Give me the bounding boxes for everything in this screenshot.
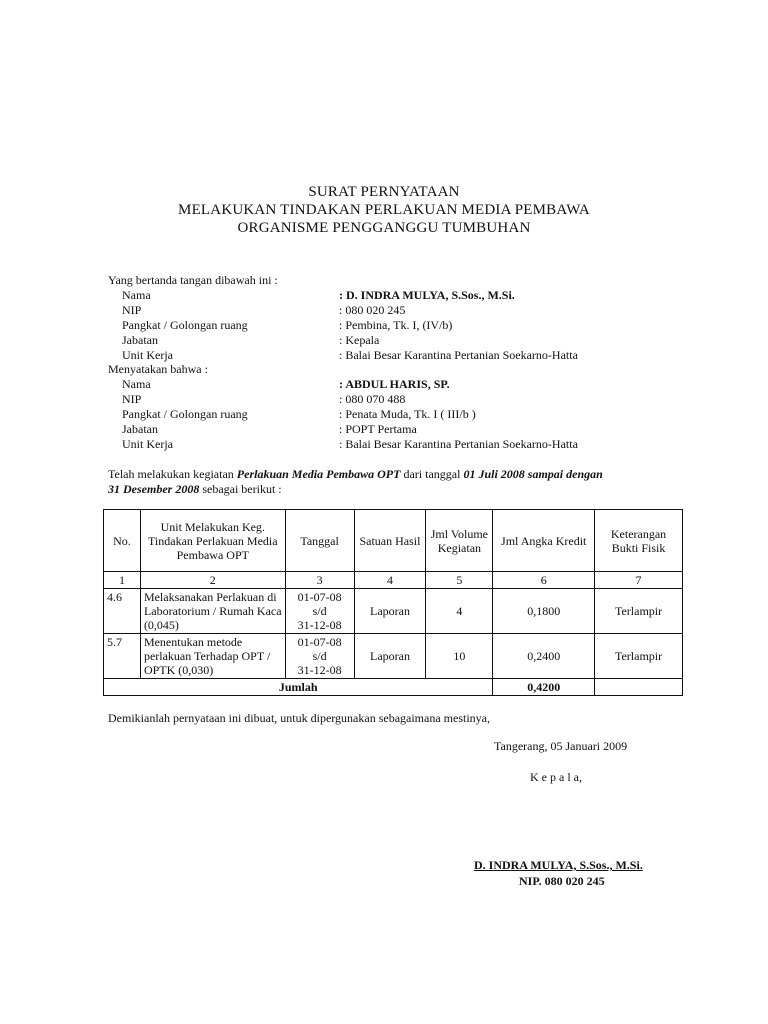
col-number: 4 bbox=[354, 572, 426, 589]
statement-line-2 bbox=[108, 482, 282, 497]
header-tanggal: Tanggal bbox=[285, 510, 354, 572]
total-empty-cell bbox=[595, 679, 683, 696]
row-kredit: 0,1800 bbox=[493, 589, 595, 634]
table-row bbox=[104, 634, 683, 679]
signer-label-jabatan: Jabatan bbox=[122, 333, 158, 347]
subject-value-nip: : 080 070 488 bbox=[339, 392, 406, 406]
row-tanggal bbox=[285, 589, 354, 634]
statement-part-3: sebagai berikut : bbox=[199, 482, 282, 496]
row-keterangan: Terlampir bbox=[595, 589, 683, 634]
signature-nip: NIP. 080 020 245 bbox=[519, 874, 605, 888]
header-volume: Jml Volume Kegiatan bbox=[426, 510, 493, 572]
header-no: No. bbox=[104, 510, 141, 572]
total-value: 0,4200 bbox=[493, 679, 595, 696]
row-satuan: Laporan bbox=[354, 589, 426, 634]
total-label: Jumlah bbox=[104, 679, 493, 696]
row-tanggal bbox=[285, 634, 354, 679]
title-line-1: SURAT PERNYATAAN bbox=[308, 184, 460, 200]
row-unit: Menentukan metode perlakuan Terhadap OPT / OPTK (0,030) bbox=[140, 634, 285, 679]
row-keterangan: Terlampir bbox=[595, 634, 683, 679]
table-header-row bbox=[104, 510, 683, 572]
row-no: 4.6 bbox=[104, 589, 141, 634]
statement-activity: Perlakuan Media Pembawa OPT bbox=[236, 467, 401, 481]
col-number: 1 bbox=[104, 572, 141, 589]
statement-line-1 bbox=[108, 467, 603, 482]
col-number: 7 bbox=[595, 572, 683, 589]
activity-table bbox=[103, 509, 683, 696]
header-unit: Unit Melakukan Keg. Tindakan Perlakuan Media Pembawa OPT bbox=[140, 510, 285, 572]
row-date-from: 01-07-08 bbox=[297, 635, 342, 649]
row-date-sep: s/d bbox=[312, 604, 327, 618]
table-row bbox=[104, 589, 683, 634]
col-number: 6 bbox=[493, 572, 595, 589]
signature-name: D. INDRA MULYA, S.Sos., M.Si. bbox=[474, 858, 643, 872]
subject-value-unit: : Balai Besar Karantina Pertanian Soekarno-Hatta bbox=[339, 437, 578, 451]
row-unit: Melaksanakan Perlakuan di Laboratorium / Rumah Kaca (0,045) bbox=[140, 589, 285, 634]
signer-position: K e p a l a, bbox=[530, 770, 582, 784]
declares-text: Menyatakan bahwa : bbox=[108, 362, 208, 376]
subject-label-jabatan: Jabatan bbox=[122, 422, 158, 436]
table-numbering-row bbox=[104, 572, 683, 589]
header-satuan: Satuan Hasil bbox=[354, 510, 426, 572]
row-volume: 10 bbox=[426, 634, 493, 679]
subject-label-nip: NIP bbox=[122, 392, 142, 406]
col-number: 5 bbox=[426, 572, 493, 589]
row-date-to: 31-12-08 bbox=[297, 618, 342, 632]
signer-label-pangkat: Pangkat / Golongan ruang bbox=[122, 318, 248, 332]
statement-period-start: 01 Juli 2008 sampai dengan bbox=[463, 467, 603, 481]
signer-value-pangkat: : Pembina, Tk. I, (IV/b) bbox=[339, 318, 453, 332]
subject-value-pangkat: : Penata Muda, Tk. I ( III/b ) bbox=[339, 407, 476, 421]
statement-part-1: Telah melakukan kegiatan bbox=[108, 467, 237, 481]
title-line-3: ORGANISME PENGGANGGU TUMBUHAN bbox=[237, 220, 531, 236]
title-line-2: MELAKUKAN TINDAKAN PERLAKUAN MEDIA PEMBAWA bbox=[178, 202, 590, 218]
signer-value-unit: : Balai Besar Karantina Pertanian Soekarno-Hatta bbox=[339, 348, 578, 362]
row-no: 5.7 bbox=[104, 634, 141, 679]
place-date: Tangerang, 05 Januari 2009 bbox=[494, 739, 628, 753]
statement-part-2: dari tanggal bbox=[400, 467, 464, 481]
row-date-sep: s/d bbox=[312, 649, 327, 663]
table-total-row bbox=[104, 679, 683, 696]
subject-label-unit: Unit Kerja bbox=[122, 437, 173, 451]
subject-label-pangkat: Pangkat / Golongan ruang bbox=[122, 407, 248, 421]
subject-value-nama: : ABDUL HARIS, SP. bbox=[339, 377, 450, 391]
col-number: 2 bbox=[140, 572, 285, 589]
row-satuan: Laporan bbox=[354, 634, 426, 679]
signer-value-nip: : 080 020 245 bbox=[339, 303, 406, 317]
signer-value-jabatan: : Kepala bbox=[339, 333, 380, 347]
row-volume: 4 bbox=[426, 589, 493, 634]
intro-text: Yang bertanda tangan dibawah ini : bbox=[108, 273, 278, 287]
row-date-to: 31-12-08 bbox=[297, 663, 342, 677]
closing-text: Demikianlah pernyataan ini dibuat, untuk dipergunakan sebagaimana mestinya, bbox=[108, 711, 490, 725]
header-kredit: Jml Angka Kredit bbox=[493, 510, 595, 572]
row-kredit: 0,2400 bbox=[493, 634, 595, 679]
statement-period-end: 31 Desember 2008 bbox=[108, 482, 200, 496]
subject-label-nama: Nama bbox=[122, 377, 151, 391]
signer-label-nama: Nama bbox=[122, 288, 151, 302]
row-date-from: 01-07-08 bbox=[297, 590, 342, 604]
signer-label-unit: Unit Kerja bbox=[122, 348, 173, 362]
subject-value-jabatan: : POPT Pertama bbox=[339, 422, 417, 436]
header-keterangan: Keterangan Bukti Fisik bbox=[595, 510, 683, 572]
signer-label-nip: NIP bbox=[122, 303, 142, 317]
col-number: 3 bbox=[285, 572, 354, 589]
signer-value-nama: : D. INDRA MULYA, S.Sos., M.Si. bbox=[339, 288, 515, 302]
